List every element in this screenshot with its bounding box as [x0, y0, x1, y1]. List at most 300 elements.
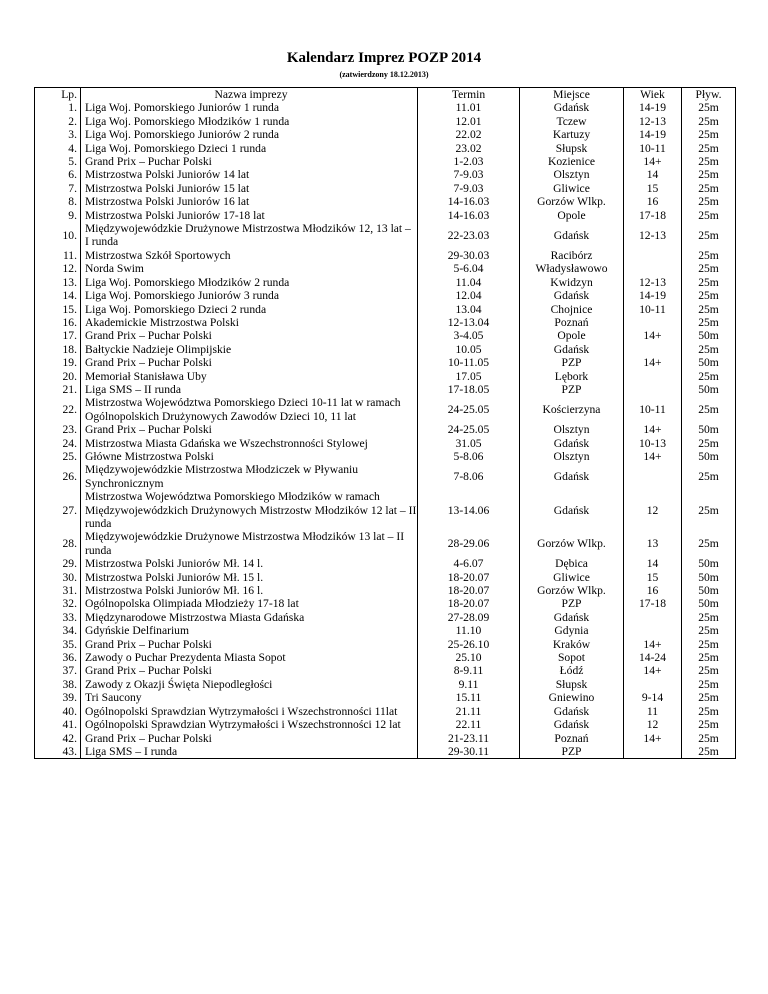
cell-pool: 25m: [682, 289, 736, 302]
cell-event-name: Grand Prix – Puchar Polski: [81, 732, 418, 745]
cell-pool: 25m: [682, 732, 736, 745]
cell-pool: 25m: [682, 195, 736, 208]
cell-place: Władysławowo: [520, 262, 624, 275]
cell-pool: 25m: [682, 718, 736, 731]
cell-lp: 2.: [35, 115, 81, 128]
cell-term: 3-4.05: [418, 329, 520, 342]
cell-event-name: Akademickie Mistrzostwa Polski: [81, 316, 418, 329]
cell-age: 15: [624, 571, 682, 584]
table-row: [35, 303, 736, 316]
cell-term: 24-25.05: [418, 396, 520, 423]
cell-event-name: Mistrzostwa Miasta Gdańska we Wszechstronności Stylowej: [81, 437, 418, 450]
cell-pool: 50m: [682, 423, 736, 436]
cell-event-name: Grand Prix – Puchar Polski: [81, 356, 418, 369]
cell-lp: 4.: [35, 142, 81, 155]
table-row: [35, 249, 736, 262]
cell-age: [624, 611, 682, 624]
cell-event-name: Mistrzostwa Województwa Pomorskiego Młodzików w ramach Międzywojewódzkich Drużynowych Mistrzostw Młodzików 12 lat – II runda: [81, 490, 418, 530]
cell-event-name: Zawody z Okazji Święta Niepodległości: [81, 678, 418, 691]
cell-event-name: Liga Woj. Pomorskiego Juniorów 1 runda: [81, 101, 418, 114]
cell-event-name: Mistrzostwa Polski Juniorów Mł. 16 l.: [81, 584, 418, 597]
cell-pool: 25m: [682, 638, 736, 651]
cell-term: 29-30.03: [418, 249, 520, 262]
cell-term: 22.11: [418, 718, 520, 731]
cell-lp: 16.: [35, 316, 81, 329]
cell-event-name: Liga Woj. Pomorskiego Młodzików 1 runda: [81, 115, 418, 128]
cell-place: PZP: [520, 356, 624, 369]
table-row: [35, 370, 736, 383]
cell-place: Gdańsk: [520, 437, 624, 450]
table-row: [35, 209, 736, 222]
cell-event-name: Norda Swim: [81, 262, 418, 275]
cell-place: Lębork: [520, 370, 624, 383]
cell-pool: 25m: [682, 249, 736, 262]
cell-age: 14+: [624, 329, 682, 342]
cell-place: Słupsk: [520, 678, 624, 691]
cell-event-name: Ogólnopolski Sprawdzian Wytrzymałości i Wszechstronności 12 lat: [81, 718, 418, 731]
header-place: Miejsce: [520, 88, 624, 102]
cell-event-name: Grand Prix – Puchar Polski: [81, 329, 418, 342]
cell-lp: 37.: [35, 664, 81, 677]
table-row: [35, 289, 736, 302]
cell-place: PZP: [520, 745, 624, 759]
cell-term: 4-6.07: [418, 557, 520, 570]
cell-age: 16: [624, 195, 682, 208]
cell-term: 7-8.06: [418, 463, 520, 490]
cell-pool: 25m: [682, 651, 736, 664]
cell-event-name: Mistrzostwa Polski Juniorów 17-18 lat: [81, 209, 418, 222]
cell-lp: 18.: [35, 343, 81, 356]
cell-place: Gdańsk: [520, 222, 624, 249]
cell-term: 11.04: [418, 276, 520, 289]
cell-age: 12-13: [624, 222, 682, 249]
cell-event-name: Międzywojewódzkie Drużynowe Mistrzostwa Młodzików 12, 13 lat – I runda: [81, 222, 418, 249]
cell-event-name: Mistrzostwa Województwa Pomorskiego Dzieci 10-11 lat w ramach Ogólnopolskich Drużynowych Zawodów Dzieci 10, 11 lat: [81, 396, 418, 423]
cell-age: 11: [624, 705, 682, 718]
cell-age: 15: [624, 182, 682, 195]
table-row: [35, 276, 736, 289]
cell-pool: 25m: [682, 222, 736, 249]
cell-term: 10-11.05: [418, 356, 520, 369]
cell-age: 14+: [624, 356, 682, 369]
cell-pool: 25m: [682, 624, 736, 637]
table-row: [35, 450, 736, 463]
cell-term: 13.04: [418, 303, 520, 316]
table-row: [35, 195, 736, 208]
cell-lp: 41.: [35, 718, 81, 731]
table-row: [35, 651, 736, 664]
cell-pool: 25m: [682, 276, 736, 289]
table-row: [35, 463, 736, 490]
cell-term: 18-20.07: [418, 584, 520, 597]
table-row: [35, 396, 736, 423]
cell-place: Dębica: [520, 557, 624, 570]
cell-lp: 38.: [35, 678, 81, 691]
cell-lp: 32.: [35, 597, 81, 610]
cell-term: 11.01: [418, 101, 520, 114]
cell-age: [624, 383, 682, 396]
cell-lp: 33.: [35, 611, 81, 624]
cell-term: 13-14.06: [418, 490, 520, 530]
cell-lp: 35.: [35, 638, 81, 651]
cell-event-name: Tri Saucony: [81, 691, 418, 704]
cell-lp: 8.: [35, 195, 81, 208]
cell-age: 9-14: [624, 691, 682, 704]
cell-pool: 25m: [682, 262, 736, 275]
table-row: [35, 168, 736, 181]
table-row: [35, 571, 736, 584]
table-row: [35, 142, 736, 155]
table-row: [35, 437, 736, 450]
cell-pool: 25m: [682, 128, 736, 141]
cell-place: Sopot: [520, 651, 624, 664]
cell-lp: 23.: [35, 423, 81, 436]
table-row: [35, 530, 736, 557]
cell-age: 14+: [624, 732, 682, 745]
table-row: [35, 316, 736, 329]
cell-event-name: Mistrzostwa Szkół Sportowych: [81, 249, 418, 262]
cell-event-name: Liga Woj. Pomorskiego Dzieci 1 runda: [81, 142, 418, 155]
cell-place: PZP: [520, 383, 624, 396]
cell-age: 14: [624, 557, 682, 570]
cell-event-name: Główne Mistrzostwa Polski: [81, 450, 418, 463]
cell-term: 12.01: [418, 115, 520, 128]
cell-age: 12-13: [624, 276, 682, 289]
cell-age: 14+: [624, 664, 682, 677]
cell-pool: 50m: [682, 356, 736, 369]
cell-pool: 50m: [682, 571, 736, 584]
cell-place: Gdańsk: [520, 490, 624, 530]
cell-place: Gdańsk: [520, 289, 624, 302]
cell-term: 9.11: [418, 678, 520, 691]
cell-term: 7-9.03: [418, 182, 520, 195]
cell-term: 12-13.04: [418, 316, 520, 329]
cell-pool: 25m: [682, 168, 736, 181]
cell-age: 17-18: [624, 597, 682, 610]
header-lp: Lp.: [35, 88, 81, 102]
cell-place: Kartuzy: [520, 128, 624, 141]
cell-place: Poznań: [520, 316, 624, 329]
table-row: [35, 664, 736, 677]
cell-term: 22-23.03: [418, 222, 520, 249]
cell-place: Gdańsk: [520, 343, 624, 356]
table-row: [35, 718, 736, 731]
cell-lp: 36.: [35, 651, 81, 664]
cell-term: 18-20.07: [418, 571, 520, 584]
cell-event-name: Grand Prix – Puchar Polski: [81, 638, 418, 651]
cell-term: 17-18.05: [418, 383, 520, 396]
cell-lp: 24.: [35, 437, 81, 450]
cell-term: 1-2.03: [418, 155, 520, 168]
cell-place: Kozienice: [520, 155, 624, 168]
cell-age: [624, 370, 682, 383]
cell-lp: 10.: [35, 222, 81, 249]
table-row: [35, 155, 736, 168]
cell-term: 14-16.03: [418, 209, 520, 222]
cell-place: Poznań: [520, 732, 624, 745]
cell-event-name: Bałtyckie Nadzieje Olimpijskie: [81, 343, 418, 356]
cell-event-name: Zawody o Puchar Prezydenta Miasta Sopot: [81, 651, 418, 664]
cell-place: Olsztyn: [520, 450, 624, 463]
cell-lp: 27.: [35, 490, 81, 530]
table-row: [35, 128, 736, 141]
cell-lp: 28.: [35, 530, 81, 557]
cell-pool: 25m: [682, 745, 736, 759]
cell-term: 5-6.04: [418, 262, 520, 275]
cell-place: Gorzów Wlkp.: [520, 195, 624, 208]
table-row: [35, 343, 736, 356]
table-row: [35, 705, 736, 718]
cell-pool: 25m: [682, 396, 736, 423]
table-row: [35, 423, 736, 436]
table-row: [35, 584, 736, 597]
cell-pool: 25m: [682, 463, 736, 490]
cell-term: 12.04: [418, 289, 520, 302]
table-row: [35, 101, 736, 114]
table-row: [35, 356, 736, 369]
cell-age: 14+: [624, 638, 682, 651]
table-row: [35, 557, 736, 570]
cell-pool: 25m: [682, 155, 736, 168]
cell-term: 14-16.03: [418, 195, 520, 208]
cell-event-name: Mistrzostwa Polski Juniorów Mł. 14 l.: [81, 557, 418, 570]
cell-term: 27-28.09: [418, 611, 520, 624]
cell-term: 21-23.11: [418, 732, 520, 745]
table-row: [35, 490, 736, 530]
cell-pool: 25m: [682, 343, 736, 356]
cell-lp: 3.: [35, 128, 81, 141]
cell-pool: 25m: [682, 370, 736, 383]
document-title: Kalendarz Imprez POZP 2014: [286, 50, 482, 66]
cell-place: Gdańsk: [520, 101, 624, 114]
cell-event-name: Liga SMS – I runda: [81, 745, 418, 759]
cell-term: 15.11: [418, 691, 520, 704]
cell-place: Opole: [520, 329, 624, 342]
cell-event-name: Memoriał Stanisława Uby: [81, 370, 418, 383]
cell-event-name: Grand Prix – Puchar Polski: [81, 423, 418, 436]
cell-age: 12: [624, 718, 682, 731]
cell-place: Gdańsk: [520, 718, 624, 731]
cell-lp: 11.: [35, 249, 81, 262]
cell-place: Gliwice: [520, 571, 624, 584]
cell-place: Gorzów Wlkp.: [520, 530, 624, 557]
cell-lp: 19.: [35, 356, 81, 369]
cell-age: 10-13: [624, 437, 682, 450]
cell-lp: 43.: [35, 745, 81, 759]
cell-pool: 50m: [682, 329, 736, 342]
cell-event-name: Liga Woj. Pomorskiego Dzieci 2 runda: [81, 303, 418, 316]
cell-event-name: Liga Woj. Pomorskiego Młodzików 2 runda: [81, 276, 418, 289]
header-name: Nazwa imprezy: [81, 88, 418, 102]
cell-place: Chojnice: [520, 303, 624, 316]
cell-place: PZP: [520, 597, 624, 610]
cell-lp: 5.: [35, 155, 81, 168]
cell-lp: 12.: [35, 262, 81, 275]
table-row: [35, 597, 736, 610]
cell-age: 12: [624, 490, 682, 530]
cell-lp: 21.: [35, 383, 81, 396]
cell-pool: 25m: [682, 490, 736, 530]
cell-event-name: Liga SMS – II runda: [81, 383, 418, 396]
cell-pool: 25m: [682, 142, 736, 155]
cell-place: Opole: [520, 209, 624, 222]
table-row: [35, 624, 736, 637]
cell-event-name: Mistrzostwa Polski Juniorów 15 lat: [81, 182, 418, 195]
cell-lp: 30.: [35, 571, 81, 584]
cell-term: 10.05: [418, 343, 520, 356]
cell-age: 16: [624, 584, 682, 597]
cell-lp: 15.: [35, 303, 81, 316]
cell-place: Gniewino: [520, 691, 624, 704]
cell-place: Olsztyn: [520, 168, 624, 181]
table-row: [35, 182, 736, 195]
cell-place: Gdańsk: [520, 705, 624, 718]
cell-term: 8-9.11: [418, 664, 520, 677]
cell-event-name: Międzynarodowe Mistrzostwa Miasta Gdańska: [81, 611, 418, 624]
cell-age: 14: [624, 168, 682, 181]
cell-age: 10-11: [624, 142, 682, 155]
cell-pool: 25m: [682, 316, 736, 329]
cell-place: Gdynia: [520, 624, 624, 637]
cell-place: Racibórz: [520, 249, 624, 262]
cell-age: [624, 624, 682, 637]
cell-pool: 25m: [682, 101, 736, 114]
header-age: Wiek: [624, 88, 682, 102]
cell-term: 29-30.11: [418, 745, 520, 759]
events-table: [34, 87, 736, 759]
cell-pool: 25m: [682, 303, 736, 316]
cell-pool: 25m: [682, 678, 736, 691]
cell-term: 11.10: [418, 624, 520, 637]
cell-age: 14+: [624, 450, 682, 463]
cell-place: Kraków: [520, 638, 624, 651]
cell-event-name: Międzywojewódzkie Drużynowe Mistrzostwa Młodzików 13 lat – II runda: [81, 530, 418, 557]
cell-age: 17-18: [624, 209, 682, 222]
cell-age: 13: [624, 530, 682, 557]
cell-pool: 25m: [682, 611, 736, 624]
cell-lp: 14.: [35, 289, 81, 302]
cell-event-name: Ogólnopolska Olimpiada Młodzieży 17-18 lat: [81, 597, 418, 610]
cell-age: 14-19: [624, 289, 682, 302]
cell-pool: 25m: [682, 209, 736, 222]
cell-pool: 25m: [682, 182, 736, 195]
cell-pool: 50m: [682, 584, 736, 597]
cell-lp: 9.: [35, 209, 81, 222]
cell-lp: 1.: [35, 101, 81, 114]
cell-lp: 25.: [35, 450, 81, 463]
cell-lp: 39.: [35, 691, 81, 704]
cell-place: Gliwice: [520, 182, 624, 195]
cell-place: Gdańsk: [520, 611, 624, 624]
cell-event-name: Ogólnopolski Sprawdzian Wytrzymałości i Wszechstronności 11lat: [81, 705, 418, 718]
header-term: Termin: [418, 88, 520, 102]
cell-term: 17.05: [418, 370, 520, 383]
cell-lp: 13.: [35, 276, 81, 289]
cell-lp: 29.: [35, 557, 81, 570]
cell-age: 14-24: [624, 651, 682, 664]
cell-lp: 34.: [35, 624, 81, 637]
table-row: [35, 222, 736, 249]
cell-place: Łódź: [520, 664, 624, 677]
cell-term: 22.02: [418, 128, 520, 141]
table-row: [35, 691, 736, 704]
cell-event-name: Mistrzostwa Polski Juniorów Mł. 15 l.: [81, 571, 418, 584]
cell-term: 23.02: [418, 142, 520, 155]
cell-pool: 25m: [682, 115, 736, 128]
cell-place: Słupsk: [520, 142, 624, 155]
cell-term: 5-8.06: [418, 450, 520, 463]
cell-pool: 50m: [682, 383, 736, 396]
table-row: [35, 745, 736, 759]
cell-term: 28-29.06: [418, 530, 520, 557]
cell-event-name: Liga Woj. Pomorskiego Juniorów 3 runda: [81, 289, 418, 302]
cell-term: 18-20.07: [418, 597, 520, 610]
table-row: [35, 678, 736, 691]
table-row: [35, 115, 736, 128]
cell-term: 24-25.05: [418, 423, 520, 436]
cell-place: Gdańsk: [520, 463, 624, 490]
cell-place: Kwidzyn: [520, 276, 624, 289]
cell-place: Kościerzyna: [520, 396, 624, 423]
cell-event-name: Mistrzostwa Polski Juniorów 16 lat: [81, 195, 418, 208]
table-row: [35, 611, 736, 624]
cell-lp: 20.: [35, 370, 81, 383]
cell-term: 31.05: [418, 437, 520, 450]
cell-age: [624, 262, 682, 275]
cell-lp: 6.: [35, 168, 81, 181]
cell-age: [624, 463, 682, 490]
cell-pool: 25m: [682, 530, 736, 557]
cell-age: 12-13: [624, 115, 682, 128]
cell-term: 7-9.03: [418, 168, 520, 181]
table-row: [35, 262, 736, 275]
cell-event-name: Międzywojewódzkie Mistrzostwa Młodziczek w Pływaniu Synchronicznym: [81, 463, 418, 490]
cell-lp: 42.: [35, 732, 81, 745]
cell-age: 10-11: [624, 303, 682, 316]
cell-lp: 7.: [35, 182, 81, 195]
cell-age: 10-11: [624, 396, 682, 423]
cell-age: [624, 745, 682, 759]
cell-event-name: Gdyńskie Delfinarium: [81, 624, 418, 637]
cell-pool: 50m: [682, 450, 736, 463]
cell-term: 25-26.10: [418, 638, 520, 651]
cell-pool: 25m: [682, 664, 736, 677]
cell-event-name: Grand Prix – Puchar Polski: [81, 664, 418, 677]
cell-event-name: Liga Woj. Pomorskiego Juniorów 2 runda: [81, 128, 418, 141]
cell-pool: 50m: [682, 557, 736, 570]
cell-pool: 25m: [682, 691, 736, 704]
cell-place: Olsztyn: [520, 423, 624, 436]
cell-lp: 22.: [35, 396, 81, 423]
cell-pool: 25m: [682, 705, 736, 718]
cell-age: 14+: [624, 423, 682, 436]
cell-age: [624, 249, 682, 262]
table-row: [35, 329, 736, 342]
cell-age: 14-19: [624, 128, 682, 141]
table-row: [35, 732, 736, 745]
header-pool: Pływ.: [682, 88, 736, 102]
cell-lp: 40.: [35, 705, 81, 718]
table-row: [35, 383, 736, 396]
cell-age: [624, 343, 682, 356]
cell-place: Tczew: [520, 115, 624, 128]
cell-age: 14+: [624, 155, 682, 168]
cell-age: [624, 316, 682, 329]
cell-place: Gorzów Wlkp.: [520, 584, 624, 597]
cell-term: 25.10: [418, 651, 520, 664]
cell-event-name: Grand Prix – Puchar Polski: [81, 155, 418, 168]
cell-event-name: Mistrzostwa Polski Juniorów 14 lat: [81, 168, 418, 181]
